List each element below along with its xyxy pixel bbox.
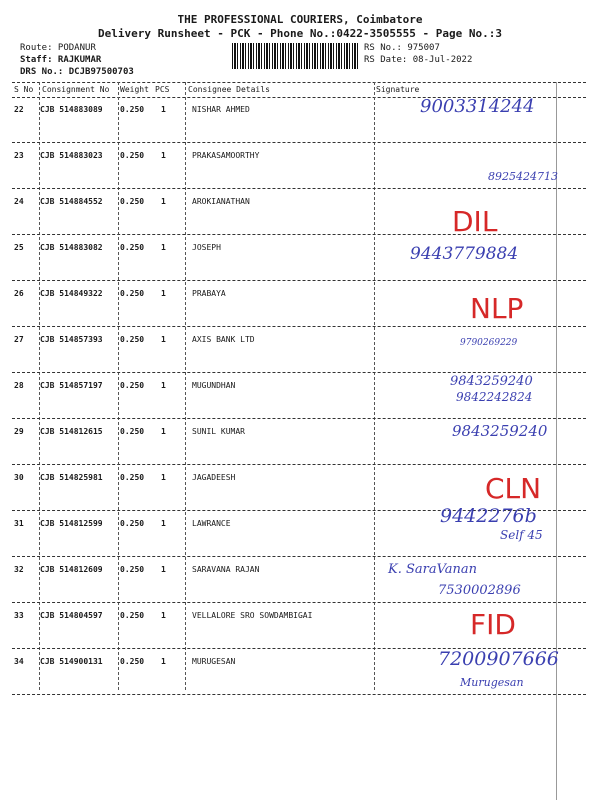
runsheet-title: Delivery Runsheet - PCK - Phone No.:0422-3505555 - Page No.:3 bbox=[98, 27, 502, 40]
handwritten-phone: 7530002896 bbox=[438, 583, 521, 598]
handwritten-signature: Murugesan bbox=[460, 676, 524, 689]
table-row bbox=[12, 327, 586, 373]
pcs-value: 1 bbox=[161, 335, 166, 344]
consignment-number: CJB 514884552 bbox=[40, 197, 103, 206]
serial-number: 32 bbox=[14, 565, 24, 574]
consignee-name: PRABAYA bbox=[192, 289, 226, 298]
pcs-value: 1 bbox=[161, 151, 166, 160]
rs-number: RS No.: 975007 bbox=[364, 43, 440, 53]
weight-value: 0.250 bbox=[120, 335, 145, 344]
delivery-status-stamp: FID bbox=[470, 608, 516, 641]
pcs-value: 1 bbox=[161, 519, 166, 528]
handwritten-phone: 9843259240 bbox=[450, 374, 533, 389]
weight-value: 0.250 bbox=[120, 381, 145, 390]
handwritten-phone: 9842242824 bbox=[456, 390, 533, 404]
consignee-name: SUNIL KUMAR bbox=[192, 427, 245, 436]
serial-number: 29 bbox=[14, 427, 24, 436]
consignment-number: CJB 514857393 bbox=[40, 335, 103, 344]
delivery-status-stamp: NLP bbox=[470, 292, 524, 325]
consignee-name: AROKIANATHAN bbox=[192, 197, 250, 206]
consignment-number: CJB 514804597 bbox=[40, 611, 103, 620]
pcs-value: 1 bbox=[161, 473, 166, 482]
weight-value: 0.250 bbox=[120, 197, 145, 206]
col-weight: Weight bbox=[120, 85, 149, 94]
delivery-status-stamp: DIL bbox=[452, 205, 498, 238]
rs-date: RS Date: 08-Jul-2022 bbox=[364, 55, 473, 65]
weight-value: 0.250 bbox=[120, 565, 145, 574]
pcs-value: 1 bbox=[161, 611, 166, 620]
pcs-value: 1 bbox=[161, 381, 166, 390]
pcs-value: 1 bbox=[161, 427, 166, 436]
staff-label: Staff: RAJKUMAR bbox=[20, 55, 102, 65]
consignment-number: CJB 514883082 bbox=[40, 243, 103, 252]
handwritten-phone: 9790269229 bbox=[460, 338, 518, 348]
serial-number: 24 bbox=[14, 197, 24, 206]
weight-value: 0.250 bbox=[120, 473, 145, 482]
consignment-number: CJB 514812599 bbox=[40, 519, 103, 528]
consignee-name: AXIS BANK LTD bbox=[192, 335, 255, 344]
handwritten-phone: 9003314244 bbox=[420, 96, 535, 117]
handwritten-note: Self 45 bbox=[500, 528, 543, 542]
consignee-name: PRAKASAMOORTHY bbox=[192, 151, 260, 160]
consignee-name: SARAVANA RAJAN bbox=[192, 565, 260, 574]
drs-number: DRS No.: DCJB97500703 bbox=[20, 67, 134, 77]
consignment-number: CJB 514825981 bbox=[40, 473, 103, 482]
serial-number: 23 bbox=[14, 151, 24, 160]
weight-value: 0.250 bbox=[120, 427, 145, 436]
consignment-number: CJB 514883089 bbox=[40, 105, 103, 114]
col-signature: Signature bbox=[376, 85, 420, 94]
consignee-name: VELLALORE SRO SOWDAMBIGAI bbox=[192, 611, 313, 620]
serial-number: 28 bbox=[14, 381, 24, 390]
pcs-value: 1 bbox=[161, 197, 166, 206]
route-label: Route: PODANUR bbox=[20, 43, 96, 53]
consignment-number: CJB 514812609 bbox=[40, 565, 103, 574]
consignment-number: CJB 514849322 bbox=[40, 289, 103, 298]
serial-number: 26 bbox=[14, 289, 24, 298]
col-consignee: Consignee Details bbox=[188, 85, 270, 94]
handwritten-phone: 8925424713 bbox=[488, 170, 558, 183]
pcs-value: 1 bbox=[161, 657, 166, 666]
pcs-value: 1 bbox=[161, 243, 166, 252]
serial-number: 27 bbox=[14, 335, 24, 344]
consignee-name: MURUGESAN bbox=[192, 657, 236, 666]
weight-value: 0.250 bbox=[120, 243, 145, 252]
col-sno: S No bbox=[14, 85, 34, 94]
consignment-number: CJB 514883023 bbox=[40, 151, 103, 160]
serial-number: 33 bbox=[14, 611, 24, 620]
weight-value: 0.250 bbox=[120, 611, 145, 620]
weight-value: 0.250 bbox=[120, 151, 145, 160]
weight-value: 0.250 bbox=[120, 289, 145, 298]
serial-number: 30 bbox=[14, 473, 24, 482]
weight-value: 0.250 bbox=[120, 105, 145, 114]
company-title: THE PROFESSIONAL COURIERS, Coimbatore bbox=[177, 13, 423, 26]
delivery-status-stamp: CLN bbox=[485, 472, 542, 505]
serial-number: 25 bbox=[14, 243, 24, 252]
handwritten-signature: K. SaraVanan bbox=[388, 562, 478, 577]
col-consignment: Consignment No bbox=[42, 85, 110, 94]
consignee-name: LAWRANCE bbox=[192, 519, 231, 528]
pcs-value: 1 bbox=[161, 289, 166, 298]
weight-value: 0.250 bbox=[120, 657, 145, 666]
weight-value: 0.250 bbox=[120, 519, 145, 528]
pcs-value: 1 bbox=[161, 565, 166, 574]
consignee-name: MUGUNDHAN bbox=[192, 381, 236, 390]
serial-number: 22 bbox=[14, 105, 24, 114]
barcode-icon bbox=[232, 43, 360, 69]
pcs-value: 1 bbox=[161, 105, 166, 114]
col-pcs: PCS bbox=[155, 85, 170, 94]
handwritten-phone: 9442276b bbox=[440, 505, 537, 527]
handwritten-phone: 9843259240 bbox=[452, 422, 548, 440]
consignee-name: JAGADEESH bbox=[192, 473, 236, 482]
serial-number: 34 bbox=[14, 657, 24, 666]
consignment-number: CJB 514857197 bbox=[40, 381, 103, 390]
table-row bbox=[12, 189, 586, 235]
serial-number: 31 bbox=[14, 519, 24, 528]
consignment-number: CJB 514900131 bbox=[40, 657, 103, 666]
handwritten-phone: 7200907666 bbox=[438, 648, 559, 670]
consignee-name: NISHAR AHMED bbox=[192, 105, 250, 114]
handwritten-phone: 9443779884 bbox=[410, 244, 519, 264]
consignment-number: CJB 514812615 bbox=[40, 427, 103, 436]
consignee-name: JOSEPH bbox=[192, 243, 221, 252]
